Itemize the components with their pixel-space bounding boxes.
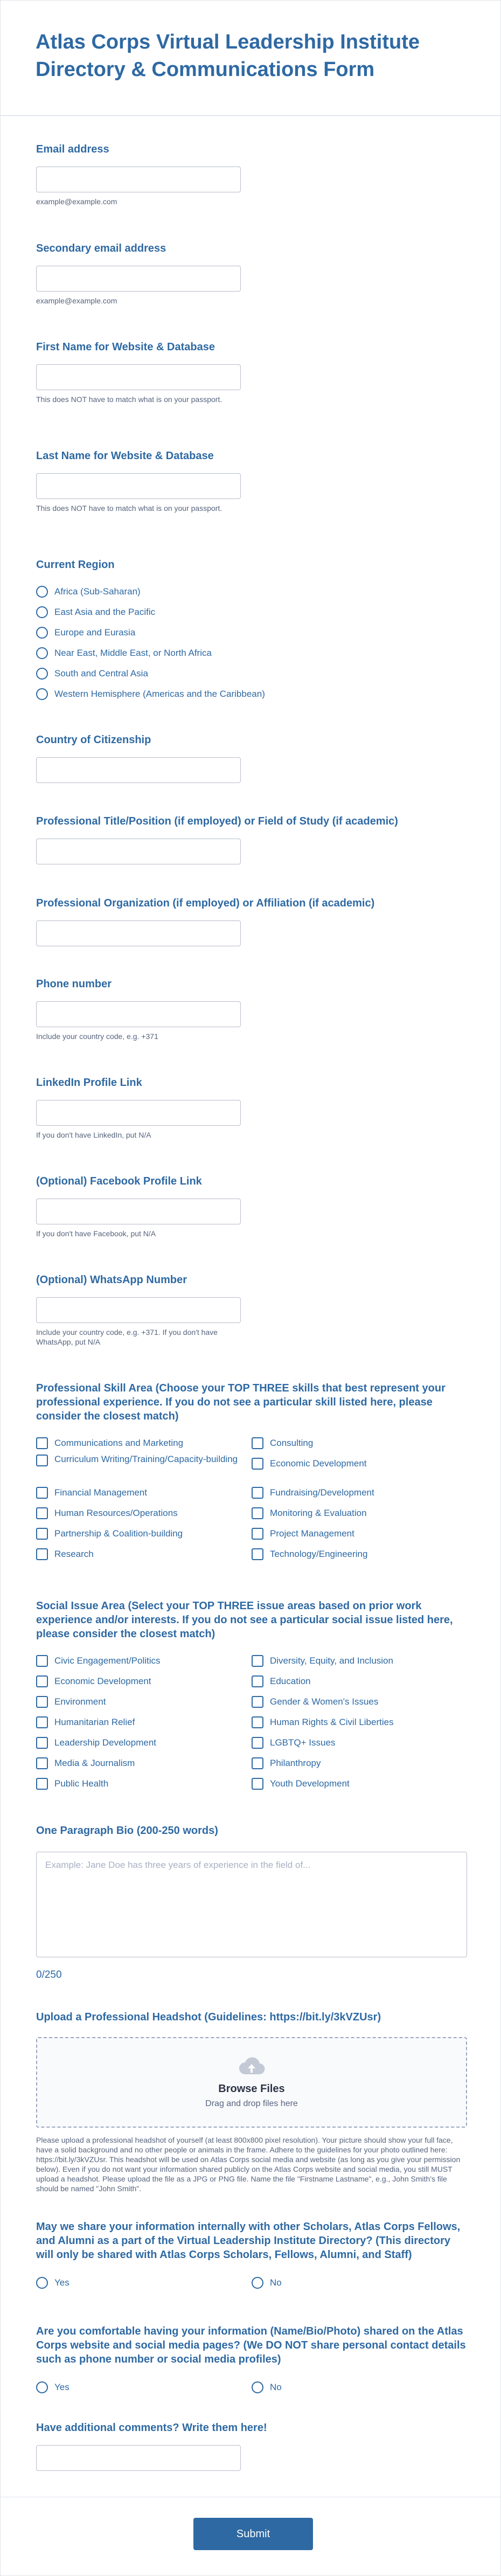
checkbox-icon[interactable]: [36, 1655, 48, 1667]
skills-column-right: [252, 1433, 467, 1564]
skills-column-left: [36, 1433, 252, 1564]
share-internal-label: May we share your information internally with other Scholars, Atlas Corps Fellows, and Alumni as a part of the Virtual Leadership Institute Directory? (This directory will only be shared with Atlas Corps Scholars, Fellows, Alumni, and Staff): [36, 2221, 461, 2261]
secondary-email-input[interactable]: [36, 266, 241, 292]
first-name-field-group: [36, 340, 467, 404]
share-internal-options: [36, 2273, 467, 2293]
checkbox-icon[interactable]: [252, 1696, 263, 1708]
issues-column-right: [252, 1651, 467, 1794]
secondary-email-field-group: [36, 241, 467, 306]
issue-option[interactable]: [252, 1651, 467, 1671]
organization-field-group: [36, 896, 467, 946]
share-internal-field-group: [36, 2220, 467, 2293]
linkedin-field-group: [36, 1076, 467, 1140]
radio-circle-icon[interactable]: [252, 2381, 263, 2393]
comments-input[interactable]: [36, 2445, 241, 2471]
last-name-input[interactable]: [36, 473, 241, 499]
issue-option-label: Diversity, Equity, and Inclusion: [270, 1656, 393, 1666]
organization-label: Professional Organization (if employed) or Affiliation (if academic): [36, 897, 375, 909]
skill-option-label: Curriculum Writing/Training/Capacity-building: [54, 1454, 238, 1464]
headshot-guidelines-text: Please upload a professional headshot of yourself (at least 800x800 pixel resolution). Your picture should show your full face, have a solid background and no other people or animals in the frame. Adhere to the guidelines for your photo outlined here: https://bit.ly/3kVZUsr. This headshot will be used on Atlas Corps social media and website (as long as you give your permission below). Even if you do not want your information shared publicly on the Atlas Corps website and social media, you still MUST upload a headshot. Please upload the file as a JPG or PNG file. Name the file "Firstname Lastname", e.g., John Smith's file should be named "John Smith".: [36, 2136, 461, 2193]
skill-option[interactable]: [36, 1453, 252, 1483]
linkedin-label: LinkedIn Profile Link: [36, 1077, 142, 1089]
headshot-field-group: [36, 2010, 467, 2193]
region-option[interactable]: [36, 622, 467, 643]
checkbox-icon[interactable]: [36, 1528, 48, 1540]
no-label: No: [270, 2277, 282, 2288]
region-option[interactable]: [36, 602, 467, 622]
skill-option-label: Monitoring & Evaluation: [270, 1508, 367, 1518]
organization-input[interactable]: [36, 920, 241, 946]
issue-option[interactable]: [36, 1712, 252, 1733]
radio-circle-icon[interactable]: [36, 688, 48, 700]
region-option-label: Africa (Sub-Saharan): [54, 586, 141, 597]
issues-field-group: [36, 1599, 467, 1794]
citizenship-input[interactable]: [36, 757, 241, 783]
checkbox-icon[interactable]: [36, 1737, 48, 1749]
checkbox-icon[interactable]: [36, 1716, 48, 1728]
submit-button[interactable]: Submit: [193, 2518, 313, 2550]
region-option[interactable]: [36, 581, 467, 602]
skill-option[interactable]: [252, 1544, 467, 1564]
share-internal-yes[interactable]: [36, 2273, 252, 2293]
issue-option[interactable]: [36, 1651, 252, 1671]
share-public-options: [36, 2377, 467, 2398]
first-name-label: First Name for Website & Database: [36, 341, 215, 353]
skill-option[interactable]: [36, 1524, 252, 1544]
drag-drop-label: Drag and drop files here: [205, 2099, 298, 2108]
skill-option[interactable]: [252, 1453, 467, 1474]
radio-circle-icon[interactable]: [252, 2277, 263, 2289]
last-name-sublabel: This does NOT have to match what is on your passport.: [36, 504, 222, 513]
skill-option-label: Technology/Engineering: [270, 1549, 368, 1559]
region-field-group: [36, 558, 467, 704]
issue-option-label: Human Rights & Civil Liberties: [270, 1717, 394, 1727]
phone-sublabel: Include your country code, e.g. +371: [36, 1032, 158, 1041]
whatsapp-sublabel: Include your country code, e.g. +371. If you don't have WhatsApp, put N/A: [36, 1328, 218, 1346]
checkbox-icon[interactable]: [36, 1548, 48, 1560]
skills-label: Professional Skill Area (Choose your TOP THREE skills that best represent your professional experience. If you do not see a particular skill listed here, please consider the closest match): [36, 1382, 446, 1422]
skill-option[interactable]: [252, 1483, 467, 1503]
form-title: Atlas Corps Virtual Leadership Institute Directory & Communications Form: [36, 31, 420, 81]
share-internal-no[interactable]: [252, 2273, 467, 2293]
email-sublabel: example@example.com: [36, 197, 117, 206]
skill-option-label: Financial Management: [54, 1487, 147, 1498]
checkbox-icon[interactable]: [36, 1675, 48, 1687]
skill-option[interactable]: [252, 1524, 467, 1544]
skill-option[interactable]: [252, 1503, 467, 1524]
region-option-label: South and Central Asia: [54, 668, 148, 678]
checkbox-icon[interactable]: [252, 1716, 263, 1728]
comments-label: Have additional comments? Write them here!: [36, 2422, 267, 2434]
issue-option[interactable]: [252, 1671, 467, 1692]
linkedin-sublabel: If you don't have LinkedIn, put N/A: [36, 1131, 151, 1139]
region-option[interactable]: [36, 684, 467, 704]
skill-option-label: Fundraising/Development: [270, 1487, 374, 1498]
region-option-label: Europe and Eurasia: [54, 627, 136, 638]
file-upload-dropzone[interactable]: [36, 2037, 467, 2128]
skill-option[interactable]: [36, 1483, 252, 1503]
radio-circle-icon[interactable]: [36, 627, 48, 639]
issue-option[interactable]: [252, 1712, 467, 1733]
facebook-sublabel: If you don't have Facebook, put N/A: [36, 1229, 156, 1238]
checkbox-icon[interactable]: [36, 1757, 48, 1769]
issue-option-label: LGBTQ+ Issues: [270, 1737, 336, 1748]
checkbox-icon[interactable]: [36, 1778, 48, 1790]
issue-option-label: Economic Development: [54, 1676, 151, 1686]
issue-option[interactable]: [252, 1692, 467, 1712]
radio-circle-icon[interactable]: [36, 2277, 48, 2289]
comments-field-group: [36, 2421, 467, 2471]
issue-option-label: Humanitarian Relief: [54, 1717, 135, 1727]
checkbox-icon[interactable]: [252, 1437, 263, 1449]
radio-circle-icon[interactable]: [36, 606, 48, 618]
citizenship-label: Country of Citizenship: [36, 734, 151, 746]
skill-option-label: Research: [54, 1549, 94, 1559]
issue-option[interactable]: [36, 1753, 252, 1774]
checkbox-icon[interactable]: [252, 1507, 263, 1519]
issue-option-label: Environment: [54, 1696, 106, 1707]
professional-title-input[interactable]: [36, 839, 241, 864]
issue-option[interactable]: [252, 1733, 467, 1753]
issue-option-label: Education: [270, 1676, 311, 1686]
email-label: Email address: [36, 143, 109, 155]
form-header: [1, 1, 500, 116]
skill-option-label: Consulting: [270, 1438, 314, 1448]
headshot-label: Upload a Professional Headshot (Guidelines: https://bit.ly/3kVZUsr): [36, 2011, 381, 2023]
facebook-field-group: [36, 1174, 467, 1238]
skill-option-label: Communications and Marketing: [54, 1438, 184, 1448]
checkbox-icon[interactable]: [36, 1487, 48, 1499]
radio-circle-icon[interactable]: [36, 2381, 48, 2393]
issue-option[interactable]: [252, 1774, 467, 1794]
share-public-label: Are you comfortable having your information (Name/Bio/Photo) shared on the Atlas Corps website and social media pages? (We DO NOT share personal contact details such as phone number or social media profiles): [36, 2325, 466, 2365]
checkbox-icon[interactable]: [36, 1507, 48, 1519]
bio-textarea[interactable]: [36, 1852, 467, 1957]
linkedin-input[interactable]: [36, 1100, 241, 1126]
share-public-field-group: [36, 2324, 467, 2398]
checkbox-icon[interactable]: [36, 1696, 48, 1708]
radio-circle-icon[interactable]: [36, 586, 48, 598]
checkbox-icon[interactable]: [36, 1437, 48, 1449]
cloud-upload-icon: [238, 2056, 266, 2078]
issue-option-label: Public Health: [54, 1778, 109, 1789]
checkbox-icon[interactable]: [252, 1655, 263, 1667]
share-public-yes[interactable]: [36, 2377, 252, 2398]
yes-label: Yes: [54, 2382, 69, 2392]
no-label: No: [270, 2382, 282, 2392]
radio-circle-icon[interactable]: [36, 647, 48, 659]
region-option[interactable]: [36, 643, 467, 663]
skill-option-label: Economic Development: [270, 1458, 367, 1469]
region-label: Current Region: [36, 559, 115, 571]
skill-option[interactable]: [36, 1433, 252, 1453]
email-input[interactable]: [36, 167, 241, 192]
bio-label: One Paragraph Bio (200-250 words): [36, 1825, 218, 1837]
yes-label: Yes: [54, 2277, 69, 2288]
whatsapp-field-group: [36, 1273, 467, 1347]
issue-option[interactable]: [36, 1774, 252, 1794]
checkbox-icon[interactable]: [36, 1455, 48, 1466]
checkbox-icon[interactable]: [252, 1757, 263, 1769]
facebook-label: (Optional) Facebook Profile Link: [36, 1175, 202, 1187]
checkbox-icon[interactable]: [252, 1548, 263, 1560]
secondary-email-sublabel: example@example.com: [36, 296, 117, 305]
issue-option-label: Gender & Women's Issues: [270, 1696, 379, 1707]
skill-option-label: Project Management: [270, 1528, 354, 1539]
checkbox-icon[interactable]: [252, 1737, 263, 1749]
skill-option[interactable]: [36, 1544, 252, 1564]
issue-option[interactable]: [36, 1733, 252, 1753]
skill-option[interactable]: [36, 1503, 252, 1524]
whatsapp-input[interactable]: [36, 1297, 241, 1323]
skill-option[interactable]: [252, 1433, 467, 1453]
issue-option-label: Leadership Development: [54, 1737, 157, 1748]
region-option-label: Western Hemisphere (Americas and the Caribbean): [54, 689, 265, 699]
checkbox-icon[interactable]: [252, 1458, 263, 1470]
checkbox-icon[interactable]: [252, 1528, 263, 1540]
issue-option[interactable]: [252, 1753, 467, 1774]
last-name-label: Last Name for Website & Database: [36, 450, 214, 462]
skills-options: [36, 1433, 467, 1564]
skills-field-group: [36, 1381, 467, 1564]
issue-option[interactable]: [36, 1671, 252, 1692]
first-name-input[interactable]: [36, 364, 241, 390]
title-field-group: [36, 814, 467, 864]
issues-label: Social Issue Area (Select your TOP THREE issue areas based on prior work experience and/or interests. If you do not see a particular social issue listed here, please consider the closest match): [36, 1600, 453, 1640]
last-name-field-group: [36, 449, 467, 513]
issue-option-label: Youth Development: [270, 1778, 350, 1789]
issues-column-left: [36, 1651, 252, 1794]
issue-option-label: Civic Engagement/Politics: [54, 1656, 161, 1666]
secondary-email-label: Secondary email address: [36, 243, 166, 254]
region-option-label: East Asia and the Pacific: [54, 607, 156, 617]
first-name-sublabel: This does NOT have to match what is on your passport.: [36, 395, 222, 404]
citizenship-field-group: [36, 733, 467, 783]
phone-input[interactable]: [36, 1001, 241, 1027]
issue-option-label: Philanthropy: [270, 1758, 321, 1768]
professional-title-label: Professional Title/Position (if employed) or Field of Study (if academic): [36, 815, 398, 827]
region-option[interactable]: [36, 663, 467, 684]
issues-options: [36, 1651, 467, 1794]
email-field-group: [36, 142, 467, 206]
share-public-no[interactable]: [252, 2377, 467, 2398]
issue-option[interactable]: [36, 1692, 252, 1712]
facebook-input[interactable]: [36, 1199, 241, 1224]
checkbox-icon[interactable]: [252, 1487, 263, 1499]
phone-field-group: [36, 977, 467, 1041]
word-counter: 0/250: [36, 1969, 62, 1981]
skill-option-label: Human Resources/Operations: [54, 1508, 178, 1518]
region-option-label: Near East, Middle East, or North Africa: [54, 648, 212, 658]
region-options: [36, 581, 467, 704]
skill-option-label: Partnership & Coalition-building: [54, 1528, 183, 1539]
whatsapp-label: (Optional) WhatsApp Number: [36, 1274, 187, 1286]
browse-files-label[interactable]: Browse Files: [218, 2083, 285, 2095]
checkbox-icon[interactable]: [252, 1675, 263, 1687]
issue-option-label: Media & Journalism: [54, 1758, 135, 1768]
bio-field-group: [36, 1824, 467, 1981]
radio-circle-icon[interactable]: [36, 668, 48, 680]
checkbox-icon[interactable]: [252, 1778, 263, 1790]
phone-label: Phone number: [36, 978, 112, 990]
